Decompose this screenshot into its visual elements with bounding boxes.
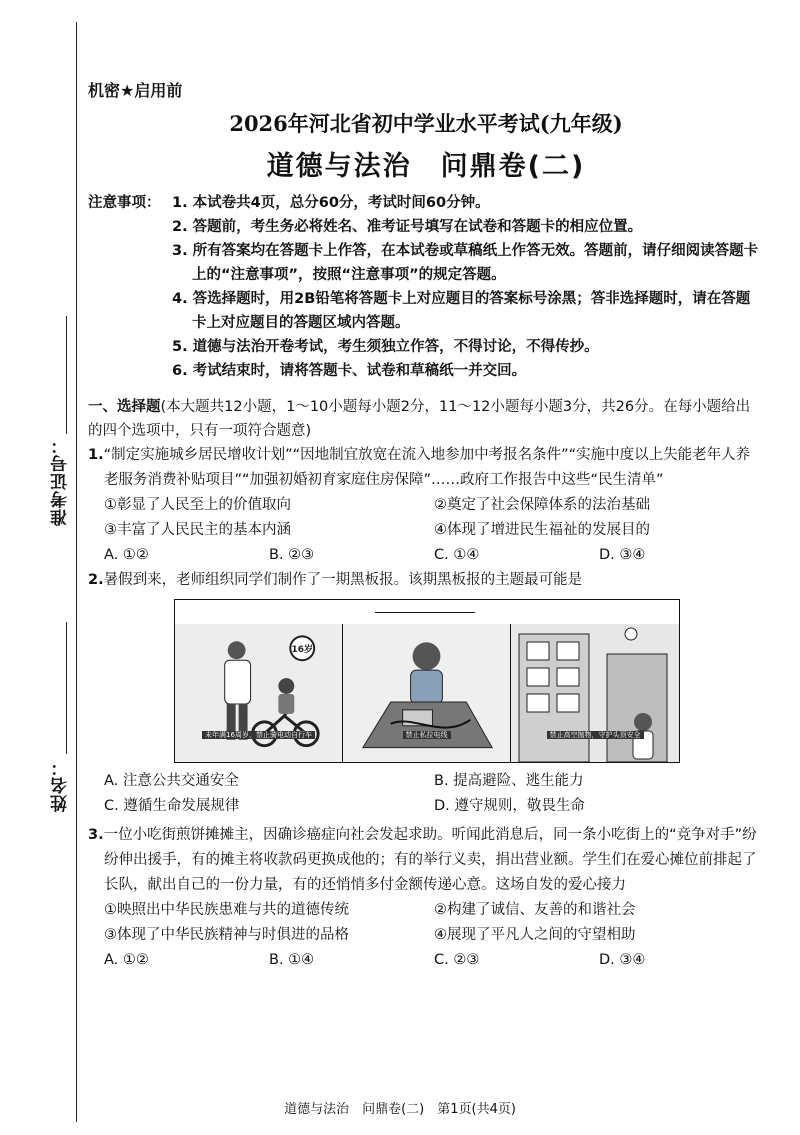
notes-label: 注意事项： <box>88 195 161 211</box>
choice-a[interactable]: A. 注意公共交通安全 <box>104 773 239 789</box>
question-number: 2. <box>88 572 104 588</box>
choice-c[interactable]: C. ②③ <box>434 952 480 968</box>
note-item: 4. 答选择题时，用2B铅笔将答题卡上对应题目的答案标号涂黑；答非选择题时，请在答题卡上对应题目的答题区域内答题。 <box>172 291 751 331</box>
section-heading <box>88 395 764 443</box>
notes-block <box>88 191 764 383</box>
question-3 <box>88 823 764 973</box>
notes-list <box>172 191 764 383</box>
question-stem: “制定实施城乡居民增收计划”“因地制宜放宽在流入地参加中考报名条件”“实施中度以上失能老年人养老服务消费补贴项目”“加强初婚初育家庭住房保障”……政府工作报告中这些“民生清单” <box>103 447 751 488</box>
binding-margin-line <box>76 22 77 1122</box>
choice-d[interactable]: D. 遵守规则，敬畏生命 <box>434 798 585 814</box>
section-instruction: (本大题共12小题，1～10小题每小题2分，11～12小题每小题3分，共26分。在每小题给出的四个选项中，只有一项符合题意) <box>88 399 751 439</box>
question-2 <box>88 568 764 819</box>
confidential-mark: 机密★启用前 <box>88 81 183 100</box>
choice-b[interactable]: B. ②③ <box>269 547 315 563</box>
name-label: 姓名： <box>51 758 71 812</box>
note-item: 1. 本试卷共4页，总分60分，考试时间60分钟。 <box>172 195 490 211</box>
statement: ④体现了增进民生福祉的发展目的 <box>434 522 650 538</box>
choice-a[interactable]: A. ①② <box>104 952 149 968</box>
subject-title: 道德与法治 问鼎卷(二) <box>266 151 586 182</box>
page-footer: 道德与法治 问鼎卷(二) 第1页(共4页) <box>284 1102 516 1117</box>
choice-d[interactable]: D. ③④ <box>599 952 646 968</box>
panel-caption: 禁止高空抛物，守护头顶安全 <box>511 723 679 748</box>
choice-list <box>88 948 764 973</box>
statement: ②构建了诚信、友善的和谐社会 <box>434 902 636 918</box>
exam-title: 2026年河北省初中学业水平考试(九年级) <box>229 111 623 136</box>
question-number: 3. <box>88 827 104 843</box>
statement-list <box>88 493 764 543</box>
note-item: 2. 答题前，考生务必将姓名、准考证号填写在试卷和答题卡的相应位置。 <box>172 219 643 235</box>
note-item: 5. 道德与法治开卷考试，考生须独立作答，不得讨论，不得传抄。 <box>172 339 599 355</box>
statement: ②奠定了社会保障体系的法治基础 <box>434 497 650 513</box>
statement: ③体现了中华民族精神与时俱进的品格 <box>104 927 349 943</box>
choice-b[interactable]: B. 提高避险、逃生能力 <box>434 773 584 789</box>
exam-id-label: 准考证号： <box>51 436 71 526</box>
note-item: 6. 考试结束时，请将答题卡、试卷和草稿纸一并交回。 <box>172 363 527 379</box>
exam-page <box>88 78 764 973</box>
question-1 <box>88 443 764 568</box>
panel-wire-illustration <box>343 624 511 762</box>
note-item: 3. 所有答案均在答题卡上作答，在本试卷或草稿纸上作答无效。答题前，请仔细阅读答题卡上的“注意事项”，按照“注意事项”的规定答题。 <box>172 243 759 283</box>
choice-b[interactable]: B. ①④ <box>269 952 315 968</box>
name-blank[interactable] <box>66 622 67 754</box>
choice-list <box>88 543 764 568</box>
statement: ④展现了平凡人之间的守望相助 <box>434 927 636 943</box>
panel-caption: 禁止私拉电线 <box>343 723 510 748</box>
question-stem: 暑假到来，老师组织同学们制作了一期黑板报。该期黑板报的主题最可能是 <box>103 572 583 588</box>
statement: ①映照出中华民族患难与共的道德传统 <box>104 902 349 918</box>
exam-id-blank[interactable] <box>66 316 67 434</box>
statement-list <box>88 898 764 948</box>
blackboard-title-blank <box>375 612 475 613</box>
choice-list <box>88 769 764 819</box>
choice-c[interactable]: C. ①④ <box>434 547 480 563</box>
choice-d[interactable]: D. ③④ <box>599 547 646 563</box>
age-badge: 16岁 <box>291 645 313 656</box>
panel-falling-objects-illustration <box>511 624 679 762</box>
panel-ebike-illustration <box>175 624 343 762</box>
choice-c[interactable]: C. 遵循生命发展规律 <box>104 798 240 814</box>
statement: ①彰显了人民至上的价值取向 <box>104 497 291 513</box>
panel-caption: 未年满16周岁，禁止骑电动自行车 <box>175 723 342 748</box>
blackboard-figure <box>174 599 680 763</box>
choice-a[interactable]: A. ①② <box>104 547 149 563</box>
question-stem: 一位小吃街煎饼摊摊主，因确诊癌症向社会发起求助。听闻此消息后，同一条小吃街上的“竞争对手”纷纷伸出援手，有的摊主将收款码更换成他的；有的举行义卖，捐出营业额。学生们在爱心摊位前排起了长队，献出自己的一份力量，有的还悄悄多付金额传递心意。这场自发的爱心接力 <box>103 827 757 893</box>
statement: ③丰富了人民民主的基本内涵 <box>104 522 291 538</box>
section-title: 一、选择题 <box>88 399 161 415</box>
question-number: 1. <box>88 447 104 463</box>
